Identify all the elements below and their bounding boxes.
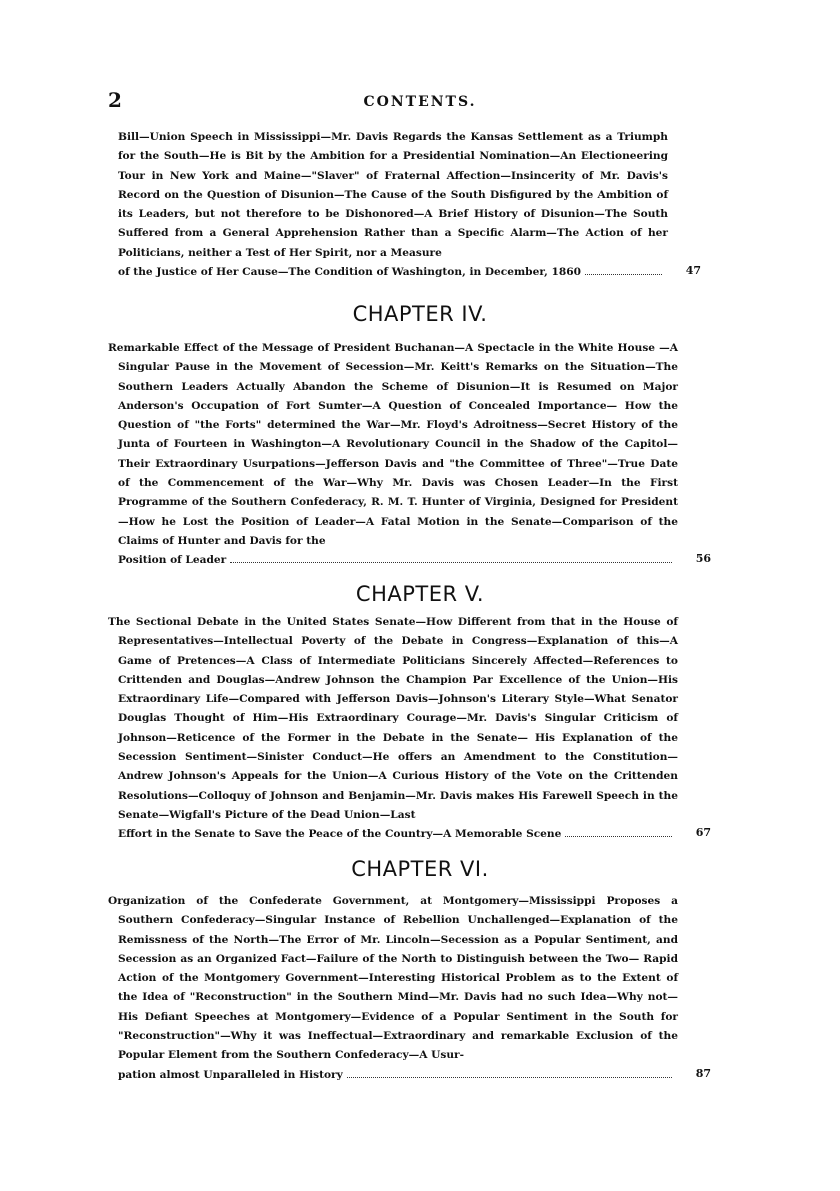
page-number: 2 xyxy=(108,88,122,112)
entry-page-number: 67 xyxy=(695,826,711,840)
chapter-heading: CHAPTER V. xyxy=(355,582,485,606)
entry-last-line-text: Position of Leader xyxy=(118,554,227,567)
chapter-summary xyxy=(108,613,711,845)
entry-page-number: 87 xyxy=(695,1066,711,1080)
dot-leader xyxy=(230,562,672,563)
chapter-summary-text: Organization of the Confederate Government, at Montgomery—Mississippi Proposes a Southern Confederacy—Singular Instance of Rebellion Unchallenged—Explanation of the Remissness of the North—The Error of Mr. Lincoln—Secession as a Popular Sentiment, and Secession as an Organized Fact—Failure of the North to Distinguish between the Two— Rapid Action of the Montgomery Government—Interesting Historical Problem as to the Extent of the Idea of "Reconstruction" in the Southern Mind—Mr. Davis had no such Idea—Why not—His Defiant Speeches at Montgomery—Evidence of a Popular Sentiment in the South for "Reconstruction"—Why it was Ineffectual—Extraordinary and remarkable Exclusion of the Popular Element from the Southern Confederacy—A Usur- xyxy=(108,895,678,1062)
dot-leader xyxy=(347,1077,672,1078)
chapter-summary-text: The Sectional Debate in the United States Senate—How Different from that in the House of Representatives—Intellectual Poverty of the Debate in Congress—Explanation of this—A Game of Pretences—A Class of Intermediate Politicians Sincerely Affected—References to Crittenden and Douglas—Andrew Johnson the Champion Par Excellence of the Union—His Extraordinary Life—Compared with Jefferson Davis—Johnson's Literary Style—What Senator Douglas Thought of Him—His Extraordinary Courage—Mr. Davis's Singular Criticism of Johnson—Reticence of the Former in the Debate in the Senate— His Explanation of the Secession Sentiment—Sinister Conduct—He offers an Amendment to the Constitution—Andrew Johnson's Appeals for the Union—A Curious History of the Vote on the Crittenden Resolutions—Colloquy of Johnson and Benjamin—Mr. Davis makes His Farewell Speech in the Senate—Wigfall's Picture of the Dead Union—Last xyxy=(108,616,678,821)
entry-page-number: 47 xyxy=(685,264,701,278)
chapter-summary-text: Remarkable Effect of the Message of President Buchanan—A Spectacle in the White House —A Singular Pause in the Movement of Secession—Mr. Keitt's Remarks on the Situation—The Southern Leaders Actually Abandon the Scheme of Disunion—It is Resumed on Major Anderson's Occupation of Fort Sumter—A Question of Concealed Importance— How the Question of "the Forts" determined the War—Mr. Floyd's Adroitness—Secret History of the Junta of Fourteen in Washington—A Revolutionary Council in the Shadow of the Capitol—Their Extraordinary Usurpations—Jefferson Davis and "the Committee of Three"—True Date of the Commencement of the War—Why Mr. Davis was Chosen Leader—In the First Programme of the Southern Confederacy, R. M. T. Hunter of Virginia, Designed for President—How he Lost the Position of Leader—A Fatal Motion in the Senate—Comparison of the Claims of Hunter and Davis for the xyxy=(108,342,678,547)
entry-last-line xyxy=(118,1066,678,1085)
dot-leader xyxy=(585,274,662,275)
chapter-summary xyxy=(108,339,711,571)
entry-last-line xyxy=(118,825,678,844)
chapter-summary xyxy=(108,892,711,1085)
running-head: CONTENTS. xyxy=(363,94,477,110)
entry-page-number: 56 xyxy=(695,552,711,566)
chapter-heading: CHAPTER IV. xyxy=(352,302,488,326)
continuation-entry xyxy=(118,128,701,282)
entry-last-line-text: pation almost Unparalleled in History xyxy=(118,1068,343,1081)
entry-last-line xyxy=(118,551,678,570)
dot-leader xyxy=(565,836,672,837)
entry-text: Bill—Union Speech in Mississippi—Mr. Davis Regards the Kansas Settlement as a Triumph for the South—He is Bit by the Ambition for a Presidential Nomination—An Electioneering Tour in New York and Maine—"Slaver" of Fraternal Affection—Insincerity of Mr. Davis's Record on the Question of Disunion—The Cause of the South Disfigured by the Ambition of its Leaders, but not therefore to be Dishonored—A Brief History of Disunion—The South Suffered from a General Apprehension Rather than a Specific Alarm—The Action of her Politicians, neither a Test of Her Spirit, nor a Measure xyxy=(118,131,668,259)
entry-last-line xyxy=(118,263,668,282)
entry-last-line-text: of the Justice of Her Cause—The Condition of Washington, in December, 1860 xyxy=(118,266,582,279)
entry-last-line-text: Effort in the Senate to Save the Peace of the Country—A Memorable Scene xyxy=(118,828,562,841)
chapter-heading: CHAPTER VI. xyxy=(351,857,489,881)
